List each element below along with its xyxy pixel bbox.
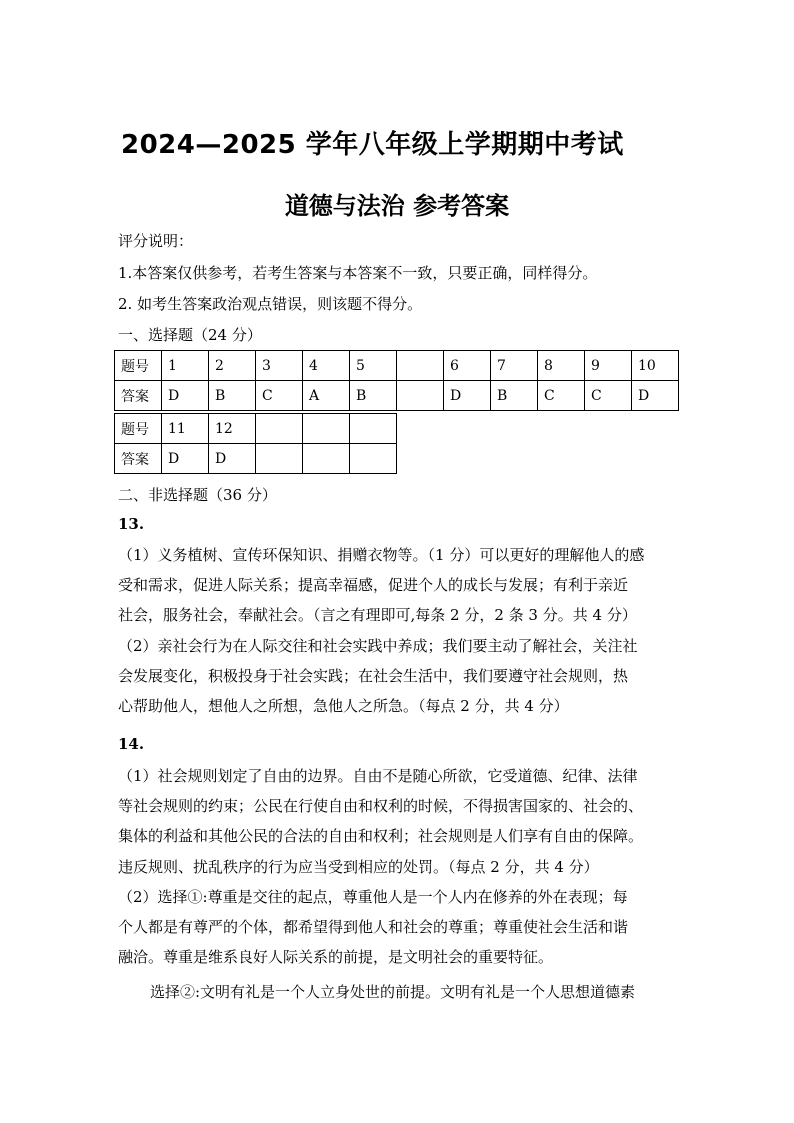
table-row — [115, 444, 397, 474]
table-cell: 答案 — [115, 444, 162, 474]
answer-table-top — [114, 350, 679, 411]
table-cell: C — [538, 381, 585, 411]
table-cell-empty — [397, 351, 444, 381]
question-14-part-3 — [150, 977, 684, 1007]
text-line: （2）亲社会行为在人际交往和社会实践中养成；我们要主动了解社会，关注社 — [118, 637, 638, 655]
table-row — [115, 414, 397, 444]
table-cell: B — [350, 381, 397, 411]
table-cell: 4 — [303, 351, 350, 381]
answer-table-bottom — [114, 413, 397, 474]
scoring-rule-2: 2. 如考生答案政治观点错误，则该题不得分。 — [118, 295, 423, 313]
table-cell: 12 — [209, 414, 256, 444]
scoring-heading: 评分说明： — [118, 232, 194, 250]
table-cell: 3 — [256, 351, 303, 381]
table-cell: C — [585, 381, 632, 411]
question-14-number: 14. — [118, 735, 145, 753]
table-cell: D — [444, 381, 491, 411]
table-cell — [350, 444, 397, 474]
scoring-rule-1: 1.本答案仅供参考，若考生答案与本答案不一致，只要正确，同样得分。 — [118, 264, 598, 282]
text-line: 心帮助他人，想他人之所想，急他人之所急。（每点 2 分，共 4 分） — [118, 697, 569, 716]
table-cell — [303, 414, 350, 444]
table-cell-empty — [397, 381, 444, 411]
text-line: （1）义务植树、宣传环保知识、捐赠衣物等。（1 分）可以更好的理解他人的感 — [118, 546, 645, 564]
table-row — [115, 351, 679, 381]
table-cell: 8 — [538, 351, 585, 381]
text-line: 选择②:文明有礼是一个人立身处世的前提。文明有礼是一个人思想道德素 — [150, 983, 636, 1001]
table-cell — [256, 414, 303, 444]
table-cell: D — [209, 444, 256, 474]
table-cell — [256, 444, 303, 474]
text-line: （1）社会规则划定了自由的边界。自由不是随心所欲，它受道德、纪律、法律 — [118, 767, 638, 785]
text-line: 违反规则、扰乱秩序的行为应当受到相应的处罚。（每点 2 分，共 4 分） — [118, 857, 599, 876]
section2-heading: 二、非选择题（36 分） — [118, 486, 277, 504]
table-cell: A — [303, 381, 350, 411]
question-13-part-2 — [118, 631, 684, 722]
table-cell: 7 — [491, 351, 538, 381]
document-title: 2024—2025 学年八年级上学期期中考试 — [121, 130, 624, 160]
text-line: 社会，服务社会，奉献社会。（言之有理即可,每条 2 分，2 条 3 分。共 4 分） — [118, 606, 637, 625]
table-cell: D — [162, 444, 209, 474]
document-subtitle: 道德与法治 参考答案 — [284, 192, 510, 220]
table-cell: 题号 — [115, 414, 162, 444]
table-cell: 2 — [209, 351, 256, 381]
table-cell: 1 — [162, 351, 209, 381]
table-cell: D — [632, 381, 679, 411]
table-cell: 10 — [632, 351, 679, 381]
table-cell: 题号 — [115, 351, 162, 381]
text-line: 受和需求，促进人际关系；提高幸福感，促进个人的成长与发展；有利于亲近 — [118, 576, 629, 595]
question-14-part-1 — [118, 761, 684, 882]
table-cell: D — [162, 381, 209, 411]
table-cell — [303, 444, 350, 474]
text-line: 等社会规则的约束；公民在行使自由和权利的时候，不得损害国家的、社会的、 — [118, 797, 644, 816]
table-cell: 6 — [444, 351, 491, 381]
text-line: 融洽。尊重是维系良好人际关系的前提，是文明社会的重要特征。 — [118, 948, 554, 967]
text-line: 会发展变化，积极投身于社会实践；在社会生活中，我们要遵守社会规则，热 — [118, 667, 629, 686]
table-row — [115, 381, 679, 411]
table-cell: C — [256, 381, 303, 411]
text-line: 集体的利益和其他公民的合法的自由和权利；社会规则是人们享有自由的保障。 — [118, 827, 644, 846]
table-cell: 11 — [162, 414, 209, 444]
table-cell: 9 — [585, 351, 632, 381]
section1-heading: 一、选择题（24 分） — [118, 326, 262, 344]
table-cell: 答案 — [115, 381, 162, 411]
table-cell: 5 — [350, 351, 397, 381]
question-13-number: 13. — [118, 515, 145, 533]
question-13-part-1 — [118, 540, 684, 631]
table-cell: B — [491, 381, 538, 411]
question-14-part-2 — [118, 882, 684, 973]
table-cell: B — [209, 381, 256, 411]
text-line: 个人都是有尊严的个体，都希望得到他人和社会的尊重；尊重使社会生活和谐 — [118, 918, 629, 937]
table-cell — [350, 414, 397, 444]
text-line: （2）选择①:尊重是交往的起点，尊重他人是一个人内在修养的外在表现；每 — [118, 888, 628, 906]
